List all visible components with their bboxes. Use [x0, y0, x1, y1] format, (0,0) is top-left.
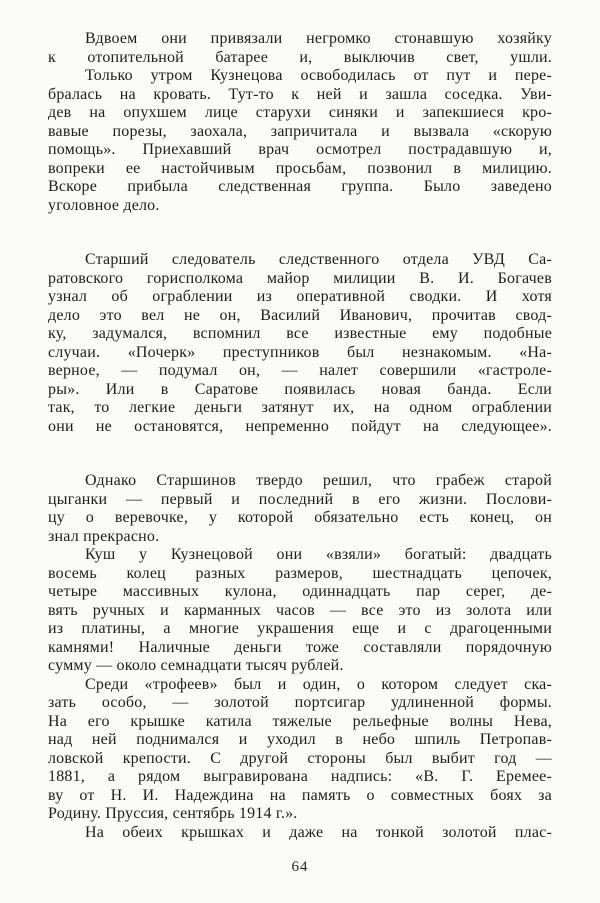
paragraph-4	[48, 472, 552, 546]
text-line: 1881, а рядом выгравирована надпись: «В. Г. Еремее-	[48, 768, 552, 785]
text-line: дело это вел не он, Василий Иванович, прочитав свод-	[48, 306, 552, 324]
page-number: 64	[291, 859, 309, 875]
text-line: ловской крепости. С другой стороны был выбит год —	[48, 749, 552, 767]
text-line: На обеих крышках и даже на тонкой золотой плас-	[85, 823, 552, 841]
text-line: Куш у Кузнецовой они «взяли» богатый: двадцать	[85, 546, 552, 563]
text-line: они не остановятся, непременно пойдут на следующее».	[48, 417, 552, 435]
text-line: над ней поднимался и уходил в небо шпиль Петропав-	[48, 731, 552, 748]
text-line: дев на опухшем лице старухи синяки и запекшиеся кро-	[48, 104, 552, 121]
paragraph-6	[48, 676, 552, 824]
text-line: Среди «трофеев» был и один, о котором следует ска-	[85, 675, 552, 693]
paragraph-3	[48, 251, 552, 436]
text-line: уголовное дело.	[48, 196, 160, 214]
text-line: Родину. Пруссия, сентябрь 1914 г.».	[48, 805, 298, 822]
text-line: ратовского горисполкома майор милиции В. И. Богачев	[48, 269, 552, 287]
text-line: случаи. «Почерк» преступников был незнакомым. «На-	[48, 343, 552, 361]
text-line: ку, задумался, вспомнил все известные ему подобные	[48, 325, 552, 342]
text-line: вопреки ее настойчивым просьбам, позвонил в милицию.	[48, 159, 552, 177]
text-line: четыре массивных кулона, одиннадцать пар серег, де-	[48, 583, 552, 600]
text-line: сумму — около семнадцати тысяч рублей.	[48, 657, 344, 674]
text-line: цыганки — первый и последний в его жизни. Послови-	[48, 490, 552, 508]
paragraph-5	[48, 546, 552, 676]
text-line: На его крышке катила тяжелые рельефные волны Нева,	[48, 712, 552, 730]
text-line: помощь». Приехавший врач осмотрел пострадавшую и,	[48, 141, 552, 158]
text-line: так, то легкие деньги затянут их, на одном ограблении	[48, 399, 552, 416]
text-line: Вскоре прибыла следственная группа. Было заведено	[48, 178, 552, 195]
paragraph-7	[48, 824, 552, 843]
text-line: узнал об ограблении из оперативной сводки. И хотя	[48, 288, 552, 305]
text-line: вавые порезы, заохала, запричитала и вызвала «скорую	[48, 122, 552, 140]
text-line: знал прекрасно.	[48, 527, 160, 545]
text-line: Однако Старшинов твердо решил, что грабеж старой	[85, 472, 552, 489]
text-line: вять ручных и карманных часов — все это из золота или	[48, 601, 552, 619]
paragraph-1	[48, 30, 552, 67]
text-line: ву от Н. И. Надеждина на память о совместных боях за	[48, 786, 552, 804]
text-line: ры». Или в Саратове появилась новая банда. Если	[48, 380, 552, 398]
text-line: Только утром Кузнецова освободилась от пут и пере-	[85, 67, 552, 84]
text-line: к отопительной батарее и, выключив свет, ушли.	[48, 48, 552, 66]
text-line: верное, — подумал он, — налет совершили «гастроле-	[48, 362, 552, 379]
text-line: бралась на кровать. Тут-то к ней и зашла соседка. Уви-	[48, 85, 552, 103]
text-line: цу о веревочке, у которой обязательно есть конец, он	[48, 509, 552, 526]
text-line: Старший следователь следственного отдела УВД Са-	[85, 251, 552, 268]
text-line: камнями! Наличные деньги тоже составляли порядочную	[48, 638, 552, 656]
text-line: из платины, а многие украшения еще и с драгоценными	[48, 620, 552, 637]
paragraph-2	[48, 67, 552, 215]
text-line: зать особо, — золотой портсигар удлиненной формы.	[48, 694, 552, 711]
text-line: Вдвоем они привязали негромко стонавшую хозяйку	[85, 30, 552, 47]
text-line: восемь колец разных размеров, шестнадцать цепочек,	[48, 564, 552, 582]
